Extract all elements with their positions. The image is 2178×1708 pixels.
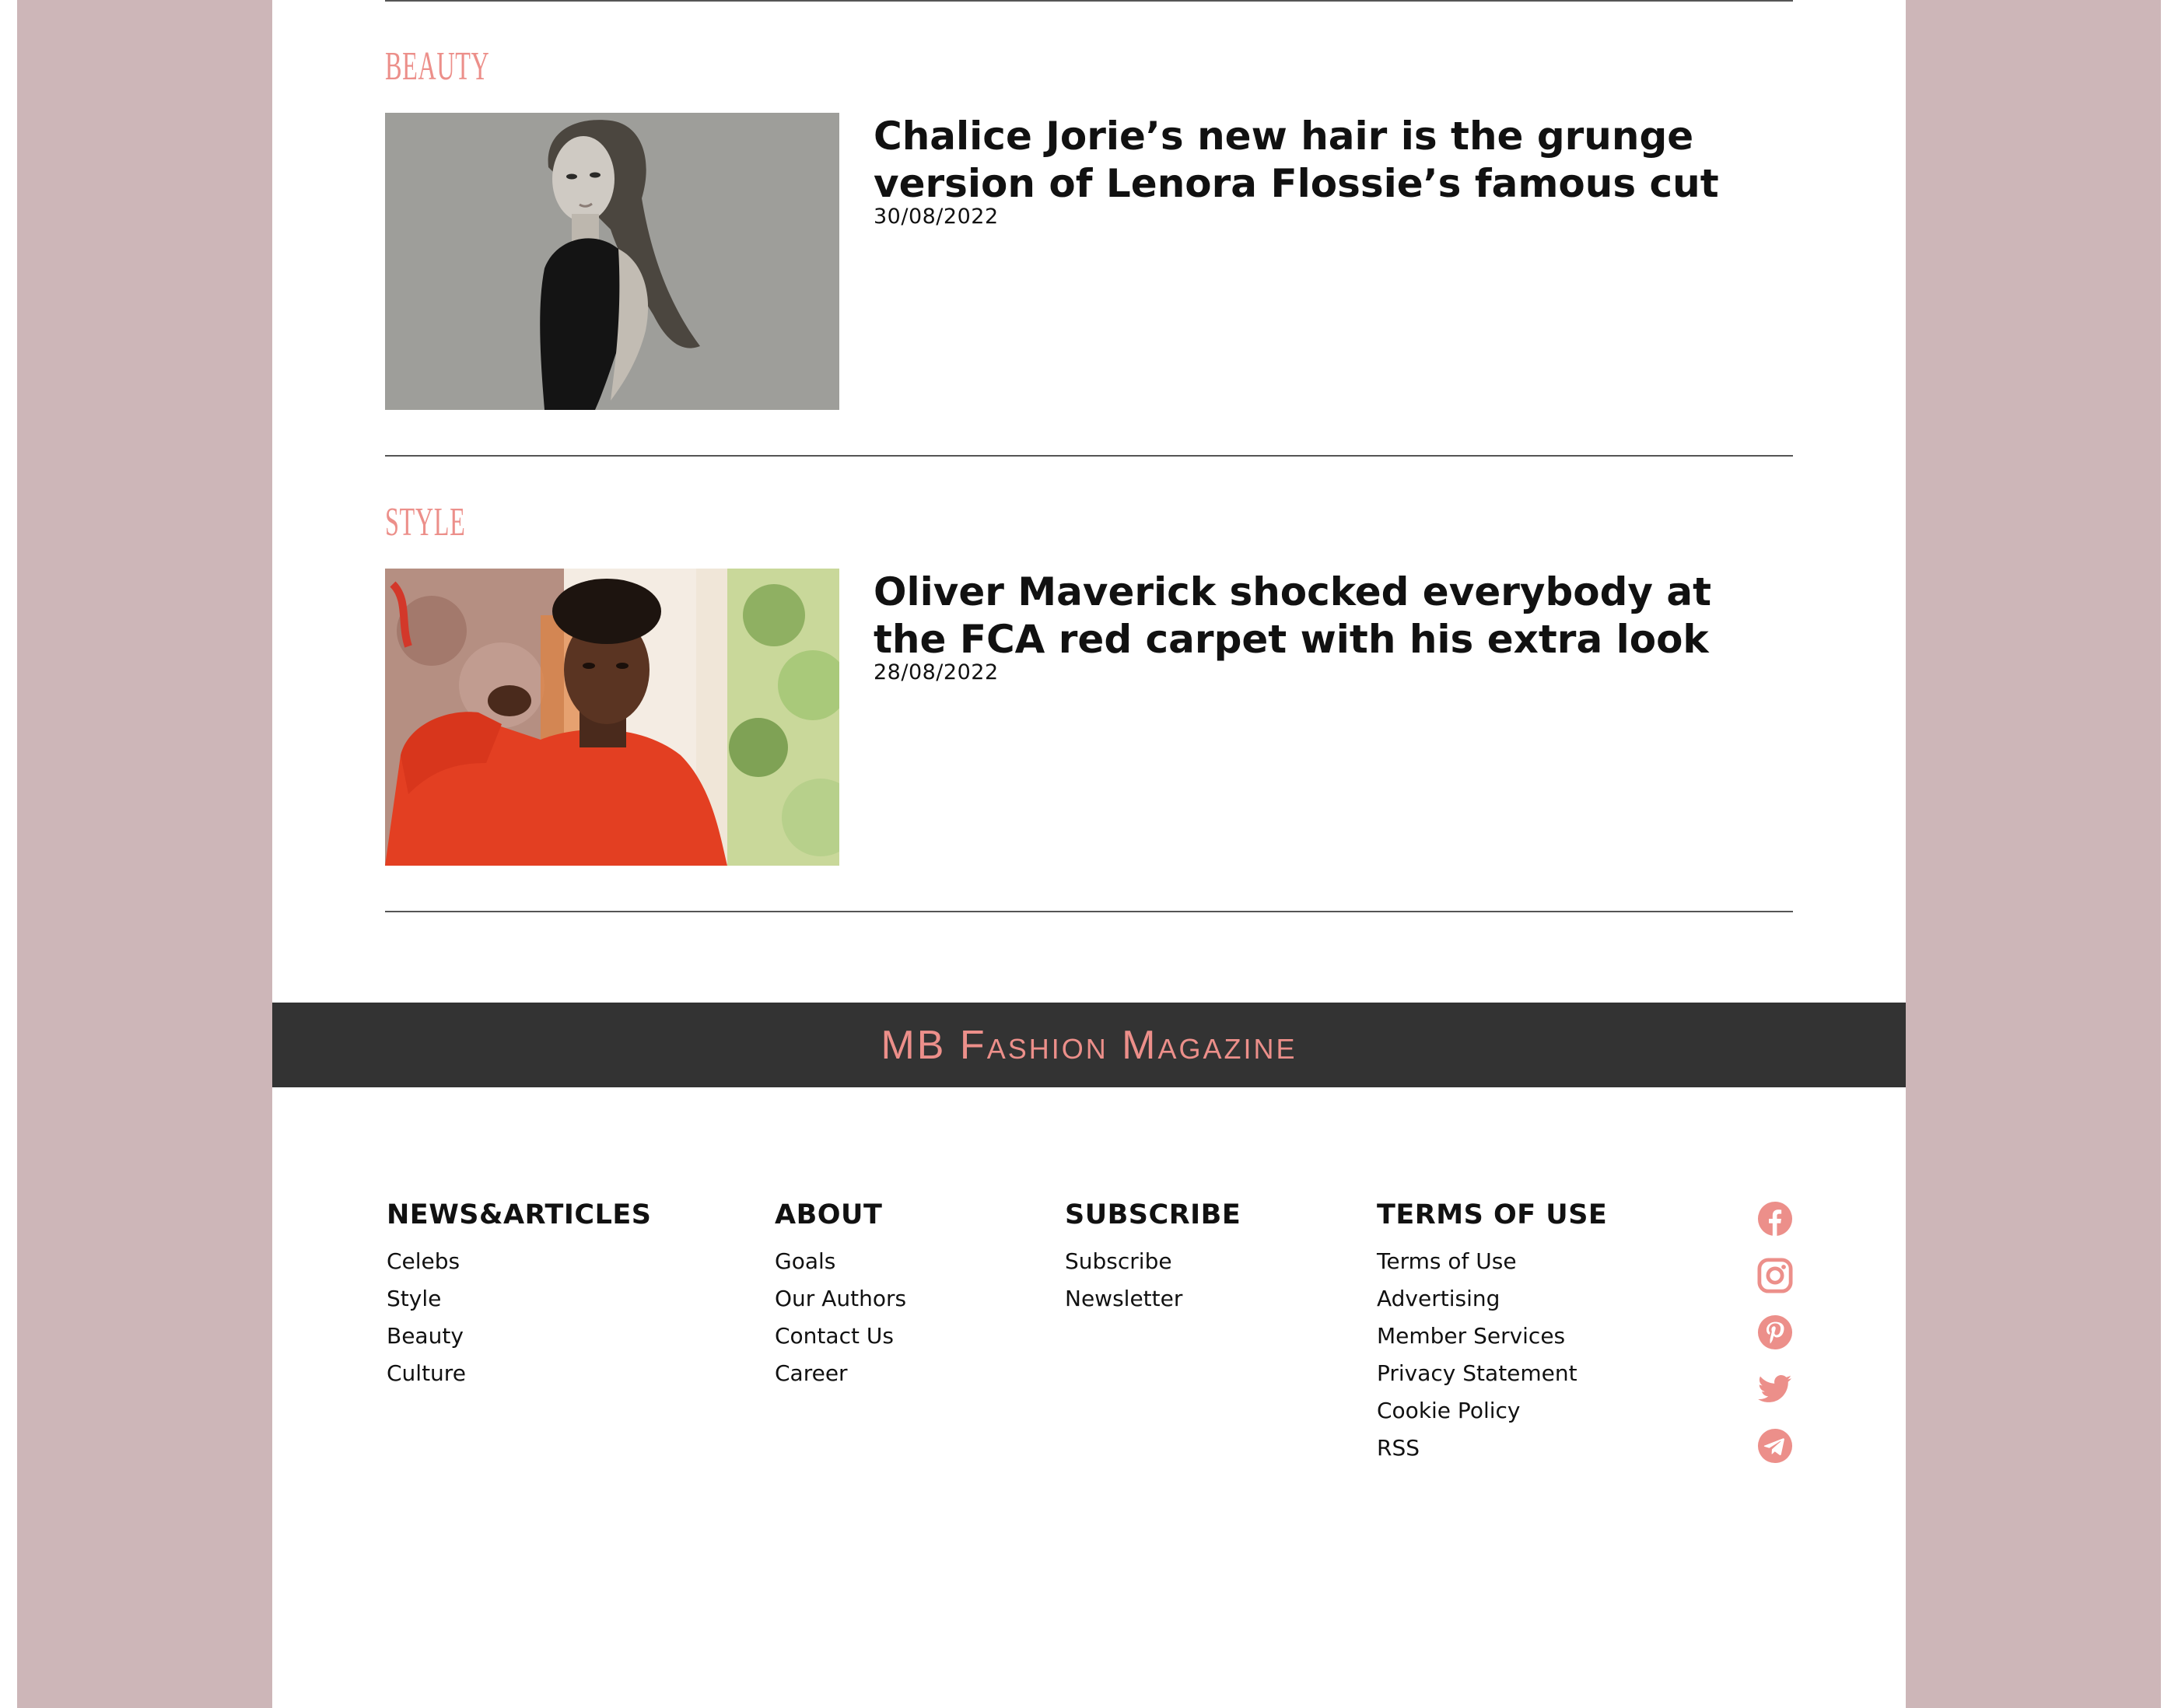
footer-link[interactable]: Member Services: [1377, 1323, 1566, 1349]
left-background-panel: [17, 0, 272, 1708]
article-date: 28/08/2022: [874, 660, 999, 684]
twitter-icon[interactable]: [1757, 1371, 1793, 1407]
article-date: 30/08/2022: [874, 205, 999, 229]
page-content: [272, 0, 1906, 1708]
footer-column-news: [387, 1198, 652, 1392]
footer-column-title: TERMS OF USE: [1377, 1199, 1608, 1230]
article-headline[interactable]: Oliver Maverick shocked everybody at the FCA red carpet with his extra look: [874, 569, 1712, 662]
footer-link[interactable]: Celebs: [387, 1248, 460, 1274]
footer-column-title: ABOUT: [775, 1199, 883, 1230]
divider: [385, 911, 1793, 912]
footer-column-terms: [1377, 1198, 1607, 1467]
article-thumbnail[interactable]: [385, 569, 839, 866]
social-links: [1757, 1201, 1795, 1485]
footer-brand-bar: [272, 1003, 1906, 1087]
footer-link[interactable]: Subscribe: [1065, 1248, 1172, 1274]
pinterest-icon[interactable]: [1757, 1314, 1793, 1350]
footer-column-title: NEWS&ARTICLES: [387, 1199, 652, 1230]
footer-link[interactable]: Advertising: [1377, 1286, 1500, 1311]
footer-link[interactable]: Career: [775, 1360, 848, 1386]
footer-link[interactable]: Newsletter: [1065, 1286, 1183, 1311]
footer-link[interactable]: RSS: [1377, 1435, 1420, 1461]
footer-link[interactable]: Contact Us: [775, 1323, 894, 1349]
footer-column-subscribe: [1065, 1198, 1241, 1318]
footer-link[interactable]: Beauty: [387, 1323, 464, 1349]
brand-logo-text[interactable]: MB Fashion Magazine: [881, 1022, 1297, 1068]
divider: [385, 0, 1793, 2]
footer-column-about: [775, 1198, 906, 1392]
footer-link[interactable]: Culture: [387, 1360, 466, 1386]
woman-portrait-image: [385, 113, 839, 410]
divider: [385, 455, 1793, 457]
article-headline[interactable]: Chalice Jorie’s new hair is the grunge version of Lenora Flossie’s famous cut: [874, 114, 1719, 206]
footer-link[interactable]: Cookie Policy: [1377, 1398, 1521, 1423]
article-thumbnail[interactable]: [385, 113, 839, 410]
footer-link[interactable]: Goals: [775, 1248, 836, 1274]
footer-link[interactable]: Our Authors: [775, 1286, 907, 1311]
footer-column-title: SUBSCRIBE: [1065, 1199, 1241, 1230]
footer-link[interactable]: Privacy Statement: [1377, 1360, 1577, 1386]
telegram-icon[interactable]: [1757, 1428, 1793, 1464]
footer-link[interactable]: Terms of Use: [1377, 1248, 1517, 1274]
right-background-panel: [1906, 0, 2161, 1708]
instagram-icon[interactable]: [1757, 1258, 1793, 1293]
article-category[interactable]: BEAUTY: [385, 44, 490, 89]
article-category[interactable]: STYLE: [385, 500, 466, 544]
man-portrait-image: [385, 569, 839, 866]
footer-link[interactable]: Style: [387, 1286, 442, 1311]
facebook-icon[interactable]: [1757, 1201, 1793, 1237]
